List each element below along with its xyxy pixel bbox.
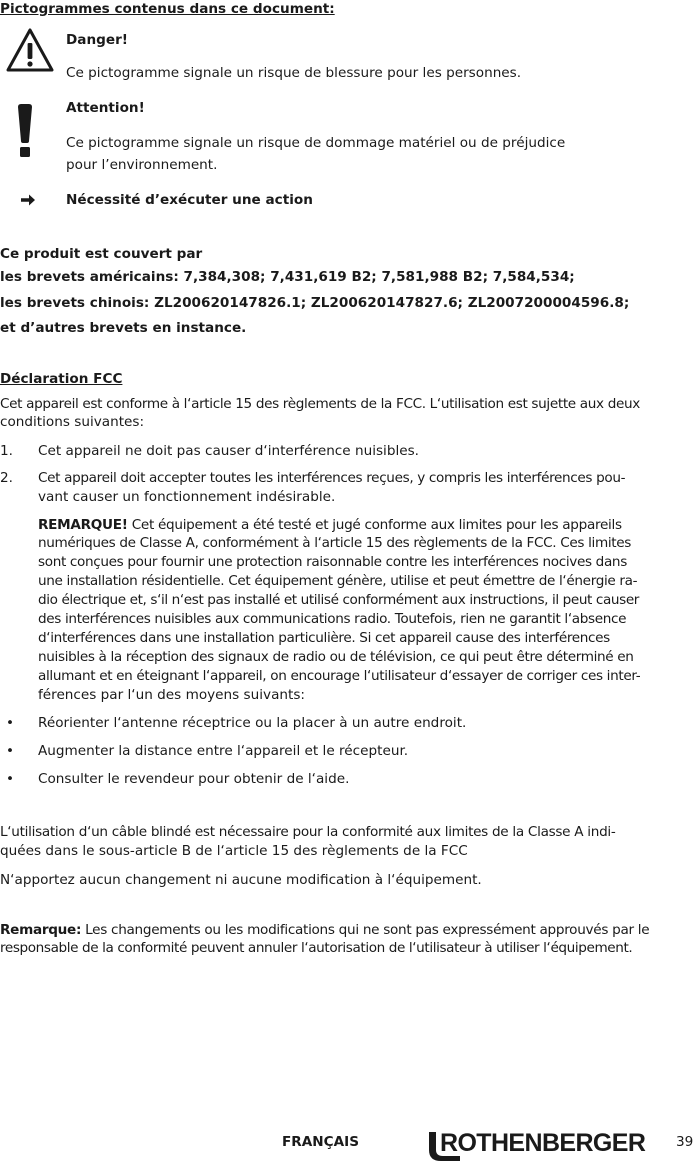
- fcc-intro-line1: Cet appareil est conforme à l‘article 15 des règlements de la FCC. L‘utilisation est sujette aux deux: [0, 396, 640, 412]
- bullet-text: Augmenter la distance entre l‘appareil et le récepteur.: [38, 743, 409, 759]
- note-text: Les changements ou les modifications qui ne sont pas expressément approuvés par le: [85, 922, 650, 938]
- remark-line: [38, 516, 622, 535]
- brand-logo: [426, 1128, 654, 1162]
- note-line1: [0, 921, 649, 940]
- brand-name: ROTHENBERGER: [440, 1129, 646, 1157]
- condition-text: Cet appareil doit accepter toutes les interférences reçues, y compris les interférences pou-: [38, 470, 626, 486]
- remark-text: allumant et en éteignant l‘appareil, on encourage l‘utilisateur d‘essayer de corriger ces inter-: [38, 668, 641, 684]
- fcc-intro-line2: conditions suivantes:: [0, 414, 145, 430]
- bullet-icon: •: [6, 743, 15, 759]
- remark-text: sont conçues pour fournir une protection raisonnable contre les interférences nocives dans: [38, 554, 627, 570]
- remark-text: des interférences nuisibles aux communications radio. Toutefois, rien ne garantit l‘absence: [38, 611, 627, 627]
- bullet-icon: •: [6, 715, 15, 731]
- exclamation-icon: [14, 103, 36, 159]
- danger-text: Ce pictogramme signale un risque de blessure pour les personnes.: [66, 65, 522, 81]
- note-text-line2: responsable de la conformité peuvent annuler l‘autorisation de l‘utilisateur à utiliser l‘équipement.: [0, 940, 633, 956]
- warning-triangle-icon: [4, 26, 56, 74]
- bullet-text: Réorienter l‘antenne réceptrice ou la placer à un autre endroit.: [38, 715, 467, 731]
- patents-line1: Ce produit est couvert par: [0, 246, 203, 262]
- fcc-heading: Déclaration FCC: [0, 371, 123, 387]
- cable-text-line2: quées dans le sous-article B de l‘article 15 des règlements de la FCC: [0, 843, 468, 859]
- attention-text-line2: pour l’environnement.: [66, 157, 218, 173]
- remark-text: férences par l‘un des moyens suivants:: [38, 687, 306, 703]
- footer-language: FRANÇAIS: [282, 1134, 359, 1150]
- condition-text: Cet appareil ne doit pas causer d‘interférence nuisibles.: [38, 443, 420, 459]
- pictograms-heading: Pictogrammes contenus dans ce document:: [0, 1, 335, 17]
- no-change-text: N‘apportez aucun changement ni aucune modification à l‘équipement.: [0, 872, 482, 888]
- attention-text-line1: Ce pictogramme signale un risque de dommage matériel ou de préjudice: [66, 135, 566, 151]
- condition-number: 1.: [0, 443, 13, 459]
- page-number: 39: [676, 1134, 694, 1150]
- right-arrow-icon: [20, 193, 36, 207]
- remark-text: numériques de Classe A, conformément à l‘article 15 des règlements de la FCC. Ces limites: [38, 535, 631, 551]
- remark-text: Cet équipement a été testé et jugé conforme aux limites pour les appareils: [131, 517, 622, 533]
- cable-text-line1: L‘utilisation d‘un câble blindé est nécessaire pour la conformité aux limites de la Classe A indi-: [0, 824, 616, 840]
- remark-text: une installation résidentielle. Cet équipement génère, utilise et peut émettre de l‘énergie ra-: [38, 573, 638, 589]
- patents-line2: les brevets américains: 7,384,308; 7,431,619 B2; 7,581,988 B2; 7,584,534;: [0, 269, 575, 285]
- attention-title: Attention!: [66, 100, 145, 116]
- action-text: Nécessité d’exécuter une action: [66, 192, 313, 208]
- bullet-icon: •: [6, 771, 15, 787]
- patents-line4: et d’autres brevets en instance.: [0, 320, 247, 336]
- bullet-text: Consulter le revendeur pour obtenir de l‘aide.: [38, 771, 350, 787]
- danger-title: Danger!: [66, 32, 128, 48]
- note-label: Remarque:: [0, 922, 82, 938]
- remark-text: d‘interférences dans une installation particulière. Si cet appareil cause des interférences: [38, 630, 610, 646]
- condition-number: 2.: [0, 470, 13, 486]
- remark-label: REMARQUE!: [38, 517, 128, 533]
- patents-line3: les brevets chinois: ZL200620147826.1; ZL200620147827.6; ZL2007200004596.8;: [0, 295, 630, 311]
- condition-text: vant causer un fonctionnement indésirable.: [38, 489, 336, 505]
- remark-text: nuisibles à la réception des signaux de radio ou de télévision, ce qui peut être déterminé en: [38, 649, 634, 665]
- remark-text: dio électrique et, s‘il n‘est pas installé et utilisé conformément aux instructions, il peut causer: [38, 592, 639, 608]
